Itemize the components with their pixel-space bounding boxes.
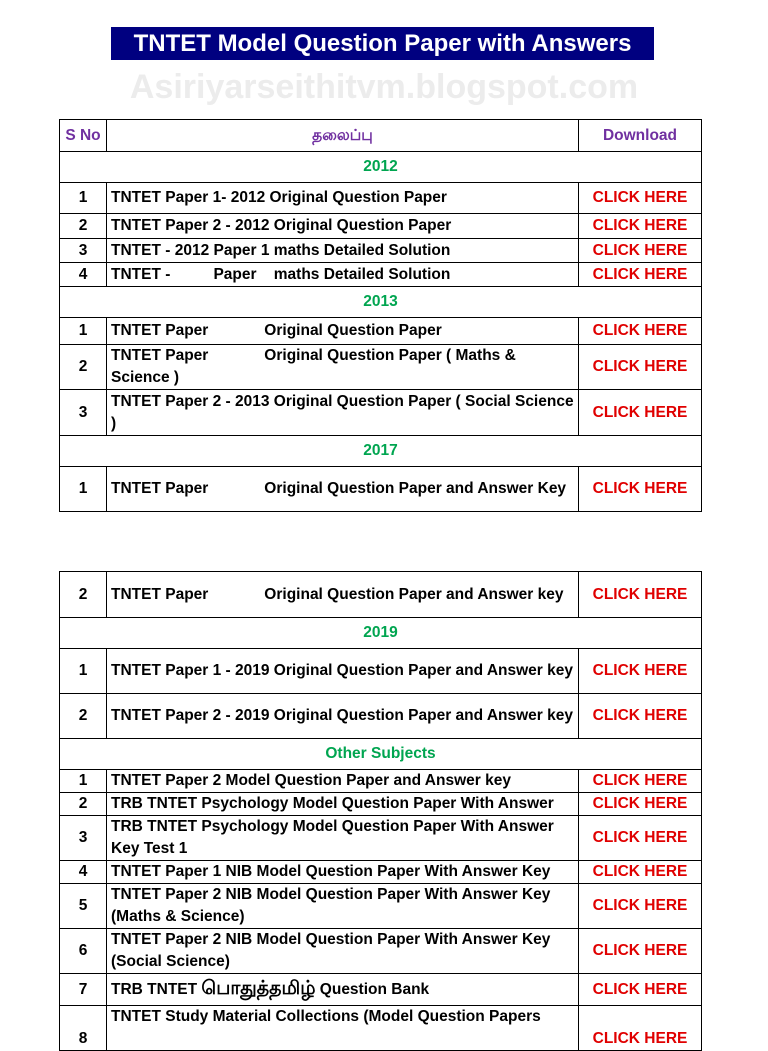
click-here-link[interactable]: CLICK HERE [579, 318, 702, 345]
table-row [60, 770, 702, 793]
click-here-link[interactable]: CLICK HERE [579, 214, 702, 239]
click-here-link[interactable]: CLICK HERE [579, 263, 702, 287]
papers-table-1 [59, 119, 702, 512]
row-sno: 5 [60, 884, 107, 929]
year-heading: 2017 [60, 436, 702, 467]
year-heading: 2012 [60, 152, 702, 183]
table-header-row [60, 120, 702, 152]
click-here-link[interactable]: CLICK HERE [579, 884, 702, 929]
row-title: TNTET Paper Original Question Paper [107, 318, 579, 345]
table-row [60, 929, 702, 974]
click-here-link[interactable]: CLICK HERE [579, 345, 702, 390]
row-sno: 4 [60, 861, 107, 884]
row-title: TNTET Paper 1 - 2019 Original Question Paper and Answer key [107, 649, 579, 694]
table-row [60, 572, 702, 618]
year-heading: 2013 [60, 287, 702, 318]
table-row [60, 214, 702, 239]
row-title: TNTET Paper Original Question Paper and Answer key [107, 572, 579, 618]
year-row-2013 [60, 287, 702, 318]
row-sno: 3 [60, 816, 107, 861]
row-sno: 3 [60, 239, 107, 263]
row-title: TRB TNTET Psychology Model Question Paper With Answer [107, 793, 579, 816]
table-row [60, 318, 702, 345]
table-row [60, 793, 702, 816]
row-sno: 4 [60, 263, 107, 287]
table-row [60, 694, 702, 739]
row-title: TNTET Study Material Collections (Model Question Papers [107, 1006, 579, 1051]
row-sno: 6 [60, 929, 107, 974]
header-download: Download [579, 120, 702, 152]
row-sno: 7 [60, 974, 107, 1006]
row-title: TRB TNTET Psychology Model Question Paper With Answer Key Test 1 [107, 816, 579, 861]
table-row [60, 974, 702, 1006]
click-here-link[interactable]: CLICK HERE [579, 390, 702, 436]
click-here-link[interactable]: CLICK HERE [579, 467, 702, 512]
click-here-link[interactable]: CLICK HERE [579, 816, 702, 861]
table-row [60, 345, 702, 390]
year-heading: 2019 [60, 618, 702, 649]
row-sno: 2 [60, 793, 107, 816]
row-sno: 2 [60, 214, 107, 239]
click-here-link[interactable]: CLICK HERE [579, 929, 702, 974]
row-title: TNTET Paper 2 NIB Model Question Paper With Answer Key (Maths & Science) [107, 884, 579, 929]
row-title: TNTET Paper 2 Model Question Paper and Answer key [107, 770, 579, 793]
row-title: TNTET Paper Original Question Paper and Answer Key [107, 467, 579, 512]
click-here-link[interactable]: CLICK HERE [579, 974, 702, 1006]
table-row [60, 884, 702, 929]
document-title: TNTET Model Question Paper with Answers [111, 27, 654, 60]
table-row [60, 183, 702, 214]
row-title: TNTET Paper 2 - 2019 Original Question Paper and Answer key [107, 694, 579, 739]
row-title: TNTET Paper 2 - 2012 Original Question Paper [107, 214, 579, 239]
table-row [60, 390, 702, 436]
year-row-2012 [60, 152, 702, 183]
row-sno: 2 [60, 572, 107, 618]
row-sno: 1 [60, 649, 107, 694]
year-row-2017 [60, 436, 702, 467]
table-row [60, 467, 702, 512]
click-here-link[interactable]: CLICK HERE [579, 183, 702, 214]
click-here-link[interactable]: CLICK HERE [579, 770, 702, 793]
click-here-link[interactable]: CLICK HERE [579, 572, 702, 618]
header-sno: S No [60, 120, 107, 152]
table-row [60, 861, 702, 884]
row-sno: 3 [60, 390, 107, 436]
row-title: TNTET - 2012 Paper 1 maths Detailed Solution [107, 239, 579, 263]
section-heading: Other Subjects [60, 739, 702, 770]
row-title-prefix: TRB TNTET [111, 981, 202, 998]
table-row [60, 239, 702, 263]
row-title: TNTET Paper 1- 2012 Original Question Paper [107, 183, 579, 214]
row-title: TNTET Paper 2 - 2013 Original Question Paper ( Social Science ) [107, 390, 579, 436]
table-row [60, 263, 702, 287]
row-sno: 1 [60, 467, 107, 512]
row-sno: 2 [60, 694, 107, 739]
header-title: தலைப்பு [107, 120, 579, 152]
year-row-other-subjects [60, 739, 702, 770]
row-sno: 1 [60, 183, 107, 214]
row-sno: 2 [60, 345, 107, 390]
row-sno: 8 [60, 1006, 107, 1051]
row-title [107, 974, 579, 1006]
watermark: Asiriyarseithitvm.blogspot.com [129, 68, 639, 106]
row-sno: 1 [60, 318, 107, 345]
click-here-link[interactable]: CLICK HERE [579, 861, 702, 884]
table-row [60, 649, 702, 694]
papers-table-2 [59, 571, 702, 1051]
table-row [60, 1006, 702, 1051]
click-here-link[interactable]: CLICK HERE [579, 239, 702, 263]
click-here-link[interactable]: CLICK HERE [579, 694, 702, 739]
click-here-link[interactable]: CLICK HERE [579, 1006, 702, 1051]
row-title: TNTET - Paper maths Detailed Solution [107, 263, 579, 287]
row-title-tamil: பொதுத்தமிழ் [201, 978, 316, 999]
row-title: TNTET Paper Original Question Paper ( Maths & Science ) [107, 345, 579, 390]
row-title: TNTET Paper 1 NIB Model Question Paper With Answer Key [107, 861, 579, 884]
row-title: TNTET Paper 2 NIB Model Question Paper With Answer Key (Social Science) [107, 929, 579, 974]
table-row [60, 816, 702, 861]
row-title-suffix: Question Bank [315, 981, 430, 998]
year-row-2019 [60, 618, 702, 649]
click-here-link[interactable]: CLICK HERE [579, 649, 702, 694]
click-here-link[interactable]: CLICK HERE [579, 793, 702, 816]
row-sno: 1 [60, 770, 107, 793]
